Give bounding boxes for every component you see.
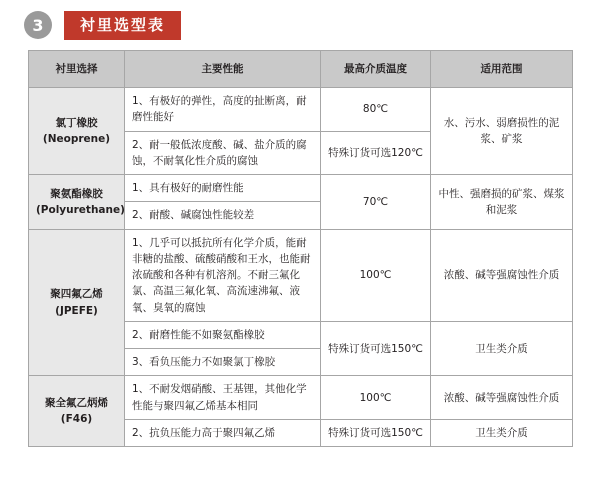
section-number-badge: 3 (24, 11, 52, 39)
table-row (29, 229, 573, 321)
lining-name-cn: 聚四氟乙烯 (50, 288, 103, 301)
temperature-cell: 特殊订货可选150℃ (321, 419, 431, 446)
performance-cell: 1、几乎可以抵抗所有化学介质，能耐非糖的盐酸、硫酸硝酸和王水，也能耐浓硫酸和各种有机溶剂。不耐三氟化氯、高温三氟化氧、高流速沸氟、液氧、臭氧的腐蚀 (125, 229, 321, 321)
lining-name-cn: 氯丁橡胶 (55, 116, 98, 129)
lining-name-cn: 聚全氟乙炳烯 (45, 397, 108, 410)
table-container (0, 40, 600, 447)
column-header-max-temperature: 最高介质温度 (321, 51, 431, 88)
performance-cell: 2、耐磨性能不如聚氨酯橡胶 (125, 321, 321, 348)
application-cell: 卫生类介质 (431, 321, 573, 376)
lining-selection-table (28, 50, 573, 447)
application-cell: 卫生类介质 (431, 419, 573, 446)
column-header-lining: 衬里选择 (29, 51, 125, 88)
application-cell: 浓酸、碱等强腐蚀性介质 (431, 376, 573, 420)
temperature-cell: 100℃ (321, 376, 431, 420)
lining-name-cell (29, 229, 125, 376)
temperature-cell: 特殊订货可选120℃ (321, 131, 431, 175)
performance-cell: 1、具有极好的耐磨性能 (125, 175, 321, 202)
performance-cell: 2、耐酸、碱腐蚀性能较差 (125, 202, 321, 229)
table-header-row (29, 51, 573, 88)
lining-name-en: (Neoprene) (42, 133, 111, 146)
table-row (29, 175, 573, 202)
lining-name-cell (29, 376, 125, 447)
lining-name-en: (JPEFE) (55, 304, 98, 317)
page-header (0, 0, 600, 40)
lining-name-cell (29, 175, 125, 230)
application-cell: 水、污水、弱磨损性的泥浆、矿浆 (431, 88, 573, 175)
performance-cell: 2、抗负压能力高于聚四氟乙烯 (125, 419, 321, 446)
temperature-cell: 70℃ (321, 175, 431, 230)
column-header-performance: 主要性能 (125, 51, 321, 88)
table-row (29, 88, 573, 132)
temperature-cell: 100℃ (321, 229, 431, 321)
table-row (29, 376, 573, 420)
temperature-cell: 特殊订货可选150℃ (321, 321, 431, 376)
lining-name-cn: 聚氨酯橡胶 (50, 187, 103, 200)
application-cell: 中性、强磨损的矿浆、煤浆和泥浆 (431, 175, 573, 230)
lining-name-en: (Polyurethane) (36, 203, 125, 216)
performance-cell: 3、看负压能力不如聚氯丁橡胶 (125, 349, 321, 376)
column-header-application: 适用范围 (431, 51, 573, 88)
performance-cell: 1、有极好的弹性，高度的扯断离，耐磨性能好 (125, 88, 321, 132)
lining-name-cell (29, 88, 125, 175)
performance-cell: 1、不耐发烟硝酸、王基锂，其他化学性能与聚四氟乙烯基本相同 (125, 376, 321, 420)
performance-cell: 2、耐一般低浓度酸、碱、盐介质的腐蚀，不耐氧化性介质的腐蚀 (125, 131, 321, 175)
temperature-cell: 80℃ (321, 88, 431, 132)
application-cell: 浓酸、碱等强腐蚀性介质 (431, 229, 573, 321)
lining-name-en: (F46) (60, 413, 93, 426)
page-title: 衬里选型表 (64, 11, 181, 40)
